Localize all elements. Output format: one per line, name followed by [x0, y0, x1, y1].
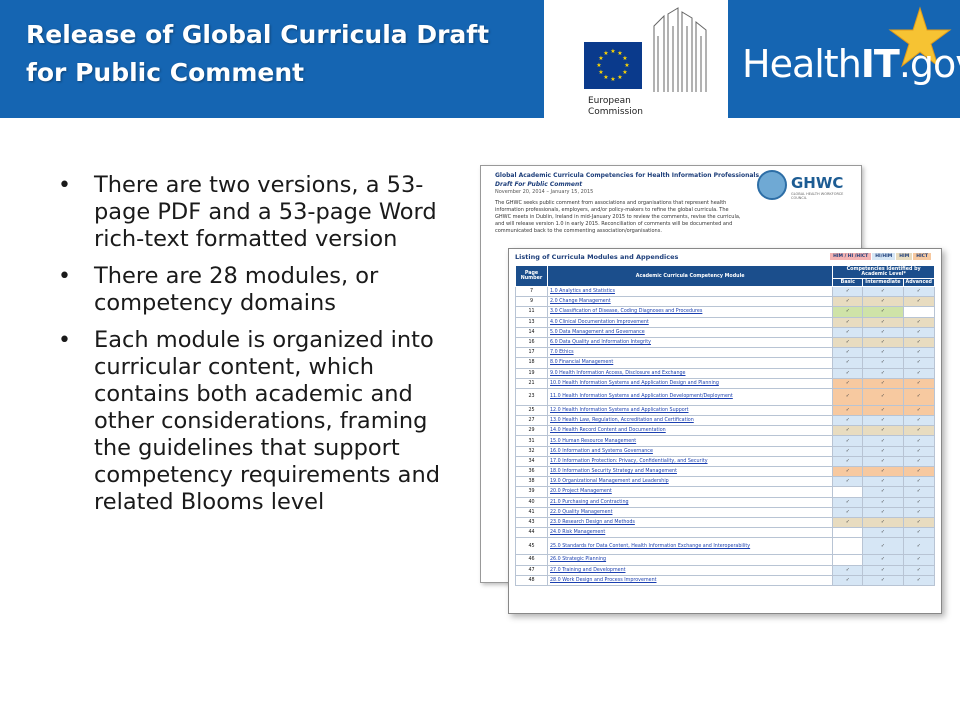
check-cell-basic: [833, 487, 863, 497]
check-cell-basic: ✓: [833, 307, 863, 317]
check-cell-basic: ✓: [833, 327, 863, 337]
table-row: [516, 487, 935, 497]
document-page-front: [508, 248, 942, 614]
check-cell-intermediate: ✓: [863, 327, 903, 337]
page-number-cell: 39: [516, 487, 548, 497]
check-cell-intermediate: ✓: [863, 436, 903, 446]
check-cell-advanced: ✓: [903, 467, 934, 477]
table-row: [516, 378, 935, 388]
check-cell-basic: [833, 555, 863, 565]
check-cell-intermediate: ✓: [863, 497, 903, 507]
check-cell-basic: ✓: [833, 317, 863, 327]
check-cell-advanced: ✓: [903, 456, 934, 466]
table-row: [516, 358, 935, 368]
page-number-cell: 9: [516, 297, 548, 307]
check-cell-advanced: ✓: [903, 517, 934, 527]
bullet-item: • Each module is organized into curricular content, which contains both academic and other considerations, framing the guidelines that support competency requirements and related Blooms level: [58, 327, 468, 516]
ec-logo-text: European Commission: [588, 96, 643, 117]
page-number-cell: 18: [516, 358, 548, 368]
table-row: [516, 477, 935, 487]
check-cell-basic: ✓: [833, 348, 863, 358]
eu-flag-icon: [584, 42, 642, 89]
table-row: [516, 436, 935, 446]
module-link[interactable]: 19.0 Organizational Management and Leadership: [548, 477, 833, 487]
bullet-item: • There are two versions, a 53-page PDF and a 53-page Word rich-text formatted version: [58, 172, 468, 253]
page-number-cell: 21: [516, 378, 548, 388]
check-cell-advanced: [903, 307, 934, 317]
table-row: [516, 555, 935, 565]
check-cell-advanced: ✓: [903, 348, 934, 358]
listing-title: Listing of Curricula Modules and Appendices HIM / HI /HICT HI/HIM HIM HICT: [515, 253, 935, 265]
slide-title: [26, 16, 546, 92]
page-number-cell: 27: [516, 416, 548, 426]
page-number-cell: 23: [516, 388, 548, 405]
col-intermediate: Intermediate: [863, 279, 903, 287]
table-row: [516, 565, 935, 575]
table-row: [516, 517, 935, 527]
module-link[interactable]: 17.0 Information Protection: Privacy, Confidentiality, and Security: [548, 456, 833, 466]
check-cell-advanced: ✓: [903, 565, 934, 575]
doc-paragraph: The GHWC seeks public comment from associations and organisations that represent health information professionals, employers, and/or policy-makers to refine the global curricula. The GHWC meets in Dublin, Ireland in mid-January 2015 to review the comments, revise the curricula, and will release version 1.0 in early 2015. Reconciliation of comments will be documented and communicated back to the commenting association/organisations.: [495, 200, 741, 234]
ghwc-logo: [757, 170, 857, 208]
module-link[interactable]: 23.0 Research Design and Methods: [548, 517, 833, 527]
module-link[interactable]: 12.0 Health Information Systems and Application Support: [548, 405, 833, 415]
table-row: [516, 307, 935, 317]
check-cell-intermediate: ✓: [863, 405, 903, 415]
page-number-cell: 44: [516, 528, 548, 538]
check-cell-intermediate: ✓: [863, 517, 903, 527]
check-cell-advanced: ✓: [903, 487, 934, 497]
check-cell-intermediate: ✓: [863, 416, 903, 426]
module-link[interactable]: 9.0 Health Information Access, Disclosure and Exchange: [548, 368, 833, 378]
page-number-cell: 43: [516, 517, 548, 527]
table-row: [516, 297, 935, 307]
col-module: Academic Curricula Competency Module: [548, 266, 833, 287]
page-number-cell: 25: [516, 405, 548, 415]
col-advanced: Advanced: [903, 279, 934, 287]
check-cell-basic: ✓: [833, 358, 863, 368]
table-row: [516, 507, 935, 517]
check-cell-intermediate: ✓: [863, 317, 903, 327]
table-row: [516, 575, 935, 585]
check-cell-intermediate: ✓: [863, 507, 903, 517]
table-row: [516, 348, 935, 358]
check-cell-intermediate: ✓: [863, 528, 903, 538]
check-cell-advanced: ✓: [903, 416, 934, 426]
check-cell-intermediate: ✓: [863, 467, 903, 477]
check-cell-advanced: ✓: [903, 327, 934, 337]
ghwc-logo-text: GHWC: [791, 174, 844, 192]
check-cell-intermediate: ✓: [863, 287, 903, 297]
check-cell-advanced: ✓: [903, 337, 934, 347]
table-row: [516, 538, 935, 555]
table-row: [516, 426, 935, 436]
col-page-number: Page Number: [516, 266, 548, 287]
check-cell-basic: ✓: [833, 517, 863, 527]
check-cell-advanced: ✓: [903, 497, 934, 507]
check-cell-intermediate: ✓: [863, 446, 903, 456]
module-link[interactable]: 26.0 Strategic Planning: [548, 555, 833, 565]
check-cell-basic: [833, 538, 863, 555]
title-line-1: Release of Global Curricula Draft: [26, 20, 490, 49]
check-cell-basic: ✓: [833, 378, 863, 388]
legend-item: HIM / HI /HICT: [830, 253, 871, 260]
check-cell-intermediate: ✓: [863, 565, 903, 575]
check-cell-basic: ✓: [833, 287, 863, 297]
check-cell-basic: ✓: [833, 477, 863, 487]
page-number-cell: 38: [516, 477, 548, 487]
check-cell-basic: ✓: [833, 456, 863, 466]
page-number-cell: 46: [516, 555, 548, 565]
check-cell-basic: ✓: [833, 337, 863, 347]
col-basic: Basic: [833, 279, 863, 287]
ghwc-logo-subtext: GLOBAL HEALTH WORKFORCE COUNCIL: [791, 192, 844, 200]
table-row: [516, 416, 935, 426]
check-cell-advanced: ✓: [903, 436, 934, 446]
table-row: [516, 287, 935, 297]
check-cell-advanced: ✓: [903, 477, 934, 487]
check-cell-advanced: ✓: [903, 555, 934, 565]
svg-text:★: ★: [622, 55, 628, 62]
check-cell-advanced: ✓: [903, 358, 934, 368]
module-link[interactable]: 13.0 Health Law, Regulation, Accreditation and Certification: [548, 416, 833, 426]
check-cell-intermediate: ✓: [863, 368, 903, 378]
check-cell-basic: ✓: [833, 575, 863, 585]
table-row: [516, 405, 935, 415]
check-cell-advanced: ✓: [903, 378, 934, 388]
table-row: [516, 368, 935, 378]
page-number-cell: 47: [516, 565, 548, 575]
page-number-cell: 17: [516, 348, 548, 358]
table-row: [516, 528, 935, 538]
table-row: [516, 327, 935, 337]
check-cell-basic: ✓: [833, 446, 863, 456]
module-link[interactable]: 16.0 Information and Systems Governance: [548, 446, 833, 456]
page-number-cell: 13: [516, 317, 548, 327]
check-cell-basic: ✓: [833, 565, 863, 575]
page-number-cell: 36: [516, 467, 548, 477]
check-cell-basic: ✓: [833, 416, 863, 426]
svg-text:★: ★: [622, 69, 628, 76]
legend: [829, 253, 931, 260]
check-cell-advanced: ✓: [903, 538, 934, 555]
module-link[interactable]: 8.0 Financial Management: [548, 358, 833, 368]
module-link[interactable]: 20.0 Project Management: [548, 487, 833, 497]
svg-text:★: ★: [617, 50, 623, 57]
module-link[interactable]: 27.0 Training and Development: [548, 565, 833, 575]
bullet-list: [58, 172, 468, 526]
table-row: [516, 388, 935, 405]
page-number-cell: 11: [516, 307, 548, 317]
check-cell-basic: ✓: [833, 436, 863, 446]
table-row: [516, 337, 935, 347]
title-line-2: for Public Comment: [26, 58, 305, 87]
check-cell-intermediate: ✓: [863, 477, 903, 487]
table-row: [516, 467, 935, 477]
page-number-cell: 7: [516, 287, 548, 297]
check-cell-advanced: ✓: [903, 528, 934, 538]
check-cell-advanced: ✓: [903, 368, 934, 378]
check-cell-advanced: ✓: [903, 507, 934, 517]
check-cell-intermediate: ✓: [863, 575, 903, 585]
check-cell-intermediate: ✓: [863, 456, 903, 466]
page-number-cell: 41: [516, 507, 548, 517]
check-cell-basic: [833, 528, 863, 538]
healthit-gov-logo: [728, 0, 977, 118]
module-link[interactable]: 3.0 Classification of Disease, Coding Diagnoses and Procedures: [548, 307, 833, 317]
check-cell-basic: ✓: [833, 497, 863, 507]
page-number-cell: 45: [516, 538, 548, 555]
check-cell-advanced: ✓: [903, 426, 934, 436]
module-link[interactable]: 6.0 Data Quality and Information Integrity: [548, 337, 833, 347]
page-number-cell: 16: [516, 337, 548, 347]
berlaymont-building-icon: [644, 6, 714, 92]
page-number-cell: 32: [516, 446, 548, 456]
doc-subheading: Draft For Public Comment: [495, 181, 583, 188]
check-cell-basic: ✓: [833, 426, 863, 436]
check-cell-intermediate: ✓: [863, 358, 903, 368]
module-link[interactable]: 2.0 Change Management: [548, 297, 833, 307]
svg-text:★: ★: [596, 62, 602, 69]
svg-text:★: ★: [610, 76, 616, 83]
svg-text:★: ★: [603, 50, 609, 57]
european-commission-logo: [544, 0, 728, 118]
check-cell-intermediate: ✓: [863, 426, 903, 436]
globe-icon: [757, 170, 787, 200]
curricula-table: [515, 265, 935, 586]
check-cell-advanced: ✓: [903, 388, 934, 405]
check-cell-advanced: ✓: [903, 405, 934, 415]
module-link[interactable]: 28.0 Work Design and Process Improvement: [548, 575, 833, 585]
check-cell-intermediate: ✓: [863, 307, 903, 317]
svg-text:★: ★: [598, 55, 604, 62]
check-cell-advanced: ✓: [903, 317, 934, 327]
page-number-cell: 40: [516, 497, 548, 507]
svg-text:★: ★: [598, 69, 604, 76]
check-cell-basic: ✓: [833, 388, 863, 405]
check-cell-basic: ✓: [833, 467, 863, 477]
check-cell-intermediate: ✓: [863, 378, 903, 388]
module-link[interactable]: 21.0 Purchasing and Contracting: [548, 497, 833, 507]
module-link[interactable]: 18.0 Information Security Strategy and Management: [548, 467, 833, 477]
doc-heading: Global Academic Curricula Competencies for Health Information Professionals: [495, 172, 760, 179]
check-cell-intermediate: ✓: [863, 337, 903, 347]
module-link[interactable]: 24.0 Risk Management: [548, 528, 833, 538]
page-number-cell: 19: [516, 368, 548, 378]
check-cell-intermediate: ✓: [863, 487, 903, 497]
svg-text:★: ★: [603, 74, 609, 81]
check-cell-basic: ✓: [833, 368, 863, 378]
table-row: [516, 446, 935, 456]
module-link[interactable]: 22.0 Quality Management: [548, 507, 833, 517]
page-number-cell: 29: [516, 426, 548, 436]
check-cell-intermediate: ✓: [863, 297, 903, 307]
check-cell-intermediate: ✓: [863, 538, 903, 555]
check-cell-basic: ✓: [833, 297, 863, 307]
healthit-logo-text: HealthIT.gov: [742, 42, 977, 86]
table-row: [516, 497, 935, 507]
module-link[interactable]: 7.0 Ethics: [548, 348, 833, 358]
legend-item: HICT: [913, 253, 931, 260]
check-cell-advanced: ✓: [903, 297, 934, 307]
check-cell-intermediate: ✓: [863, 555, 903, 565]
svg-text:★: ★: [610, 48, 616, 55]
check-cell-advanced: ✓: [903, 575, 934, 585]
legend-item: HIM: [896, 253, 912, 260]
check-cell-advanced: ✓: [903, 446, 934, 456]
check-cell-intermediate: ✓: [863, 388, 903, 405]
page-number-cell: 31: [516, 436, 548, 446]
legend-item: HI/HIM: [872, 253, 895, 260]
check-cell-intermediate: ✓: [863, 348, 903, 358]
svg-text:★: ★: [617, 74, 623, 81]
col-competencies: Competencies Identified by Academic Level*: [833, 266, 935, 279]
module-link[interactable]: 11.0 Health Information Systems and Application Development/Deployment: [548, 388, 833, 405]
module-link[interactable]: 14.0 Health Record Content and Documentation: [548, 426, 833, 436]
check-cell-basic: ✓: [833, 405, 863, 415]
page-number-cell: 48: [516, 575, 548, 585]
bullet-item: • There are 28 modules, or competency domains: [58, 263, 468, 317]
svg-text:★: ★: [624, 62, 630, 69]
doc-dates: November 20, 2014 – January 15, 2015: [495, 189, 594, 195]
page-number-cell: 34: [516, 456, 548, 466]
table-row: [516, 456, 935, 466]
module-link[interactable]: 5.0 Data Management and Governance: [548, 327, 833, 337]
check-cell-basic: ✓: [833, 507, 863, 517]
check-cell-advanced: ✓: [903, 287, 934, 297]
module-link[interactable]: 10.0 Health Information Systems and Application Design and Planning: [548, 378, 833, 388]
page-number-cell: 14: [516, 327, 548, 337]
module-link[interactable]: 25.0 Standards for Data Content, Health Information Exchange and Interoperability: [548, 538, 833, 555]
module-link[interactable]: 4.0 Clinical Documentation Improvement: [548, 317, 833, 327]
module-link[interactable]: 1.0 Analytics and Statistics: [548, 287, 833, 297]
module-link[interactable]: 15.0 Human Resource Management: [548, 436, 833, 446]
table-row: [516, 317, 935, 327]
